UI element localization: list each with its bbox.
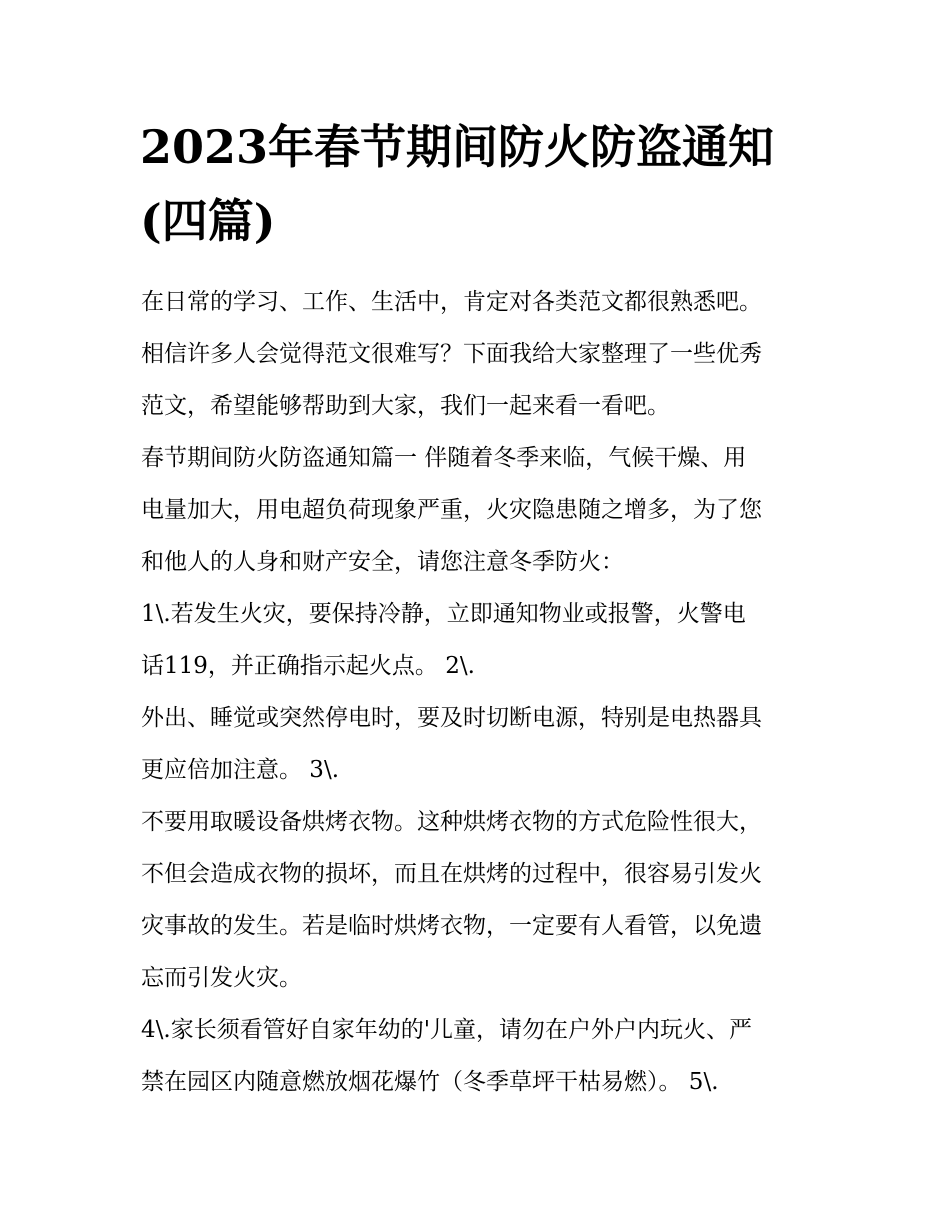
body-line: 外出、睡觉或突然停电时，要及时切断电源，特别是电热器具 bbox=[141, 705, 762, 731]
body-line: 范文，希望能够帮助到大家，我们一起来看一看吧。 bbox=[141, 393, 670, 419]
body-line: 相信许多人会觉得范文很难写？下面我给大家整理了一些优秀 bbox=[141, 341, 762, 367]
body-line: 灾事故的发生。若是临时烘烤衣物，一定要有人看管，以免遗 bbox=[141, 913, 762, 939]
body-line: 忘而引发火灾。 bbox=[141, 965, 302, 991]
body-line: 禁在园区内随意燃放烟花爆竹（冬季草坪干枯易燃）。 5\. bbox=[141, 1069, 719, 1095]
title-line: (四篇) bbox=[140, 194, 276, 248]
document-title bbox=[140, 110, 820, 258]
body-line: 不要用取暖设备烘烤衣物。这种烘烤衣物的方式危险性很大， bbox=[141, 809, 762, 835]
body-line: 1\.若发生火灾，要保持冷静，立即通知物业或报警，火警电 bbox=[141, 601, 746, 627]
title-line: 2023年春节期间防火防盗通知 bbox=[140, 120, 775, 174]
body-line: 电量加大，用电超负荷现象严重，火灾隐患随之增多，为了您 bbox=[141, 497, 762, 523]
body-line: 不但会造成衣物的损坏，而且在烘烤的过程中，很容易引发火 bbox=[141, 861, 762, 887]
body-line: 和他人的人身和财产安全，请您注意冬季防火： bbox=[141, 549, 624, 575]
body-line: 4\.家长须看管好自家年幼的'儿童，请勿在户外户内玩火、严 bbox=[141, 1017, 753, 1043]
document-body bbox=[141, 276, 821, 1108]
body-line: 更应倍加注意。 3\. bbox=[141, 757, 340, 783]
body-line: 春节期间防火防盗通知篇一 伴随着冬季来临，气候干燥、用 bbox=[141, 445, 747, 471]
body-line: 话119，并正确指示起火点。 2\. bbox=[141, 653, 475, 679]
body-line: 在日常的学习、工作、生活中，肯定对各类范文都很熟悉吧。 bbox=[141, 289, 762, 315]
